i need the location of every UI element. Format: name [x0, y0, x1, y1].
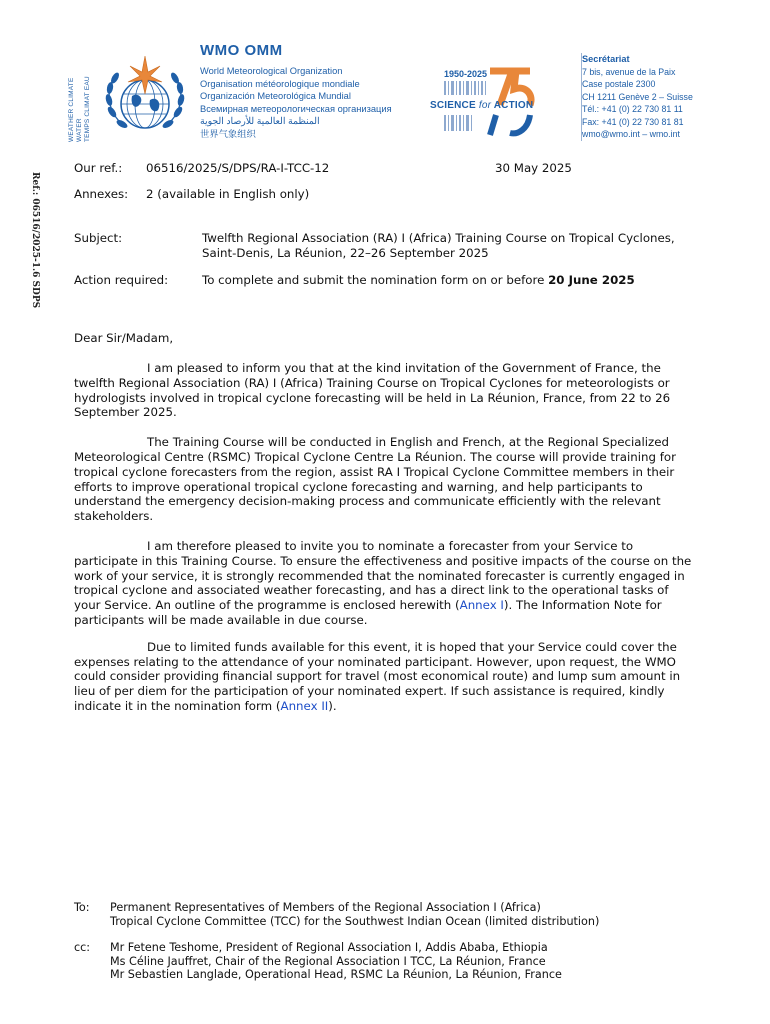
letter-date: 30 May 2025	[495, 161, 572, 175]
org-name-zh: 世界气象组织	[200, 128, 256, 139]
fax-line: Fax: +41 (0) 22 730 81 81	[582, 116, 684, 127]
org-name-ar: المنظمة العالمية للأرصاد الجوية	[200, 116, 320, 126]
annexes-label: Annexes:	[74, 187, 129, 201]
address-line: 7 bis, avenue de la Paix	[582, 66, 676, 77]
letter-body	[74, 361, 698, 714]
to-label: To:	[74, 901, 90, 914]
cc-label: cc:	[74, 941, 91, 954]
cc-line: Ms Céline Jauffret, Chair of the Regional Association I TCC, La Réunion, France	[110, 954, 546, 968]
anniversary-slogan: SCIENCE for ACTION	[430, 100, 534, 111]
subject-value: Twelfth Regional Association (RA) I (Africa) Training Course on Tropical Cyclones, Saint-Denis, La Réunion, 22–26 September 2025	[202, 231, 675, 260]
cc-recipients	[110, 941, 670, 982]
org-name-ru: Всемирная метеорологическая организация	[200, 103, 392, 114]
annexes-value: 2 (available in English only)	[146, 187, 310, 201]
margin-reference: Ref.: 06516/2025-1.6 SDPS	[30, 172, 40, 309]
address-line: CH 1211 Genève 2 – Suisse	[582, 91, 693, 102]
to-recipients	[110, 901, 670, 928]
secretariat-title: Secrétariat	[582, 54, 630, 64]
email-web-line: wmo@wmo.int – wmo.int	[582, 129, 680, 139]
cc-line: Mr Sebastien Langlade, Operational Head, RSMC La Réunion, La Réunion, France	[110, 968, 562, 982]
address-line: Case postale 2300	[582, 79, 656, 89]
our-ref-value: 06516/2025/S/DPS/RA-I-TCC-12	[146, 161, 330, 175]
recipient-line: Tropical Cyclone Committee (TCC) for the Southwest Indian Ocean (limited distribution)	[110, 914, 600, 928]
salutation: Dear Sir/Madam,	[74, 331, 174, 345]
org-acronym: WMO OMM	[200, 42, 283, 59]
tagline-en: WEATHER CLIMATE WATER	[68, 77, 83, 142]
subject-label: Subject:	[74, 231, 123, 245]
phone-line: Tél.: +41 (0) 22 730 81 11	[582, 104, 683, 114]
paragraph-3: I am therefore pleased to invite you to nominate a forecaster from your Service to participate in this Training Course. To ensure the effectiveness and positive impacts of the course on the work of your service, it is strongly recommended that the nominated forecaster is currently engaged in tropical cyclone and associated weather forecasting, and has a direct link to the operational tasks of your Service. An outline of the programme is enclosed herewith (Annex I). The Information Note for participants will be made available in due course.	[74, 538, 692, 627]
org-name-en: World Meteorological Organization	[200, 66, 343, 76]
org-name-es: Organización Meteorológica Mundial	[200, 91, 351, 101]
action-deadline: 20 June 2025	[548, 273, 635, 287]
paragraph-1: I am pleased to inform you that at the kind invitation of the Government of France, the twelfth Regional Association (RA) I (Africa) Training Course on Tropical Cyclones for meteorologists or hydrologists involved in tropical cyclone forecasting will be held in La Réunion, France, from 22 to 26 September 2025.	[74, 361, 671, 420]
organization-block	[200, 42, 430, 140]
annex-ii-link[interactable]: Annex II	[280, 698, 329, 713]
org-name-fr: Organisation météorologique mondiale	[200, 78, 360, 89]
recipient-line: Permanent Representatives of Members of the Regional Association I (Africa)	[110, 901, 541, 914]
our-ref-label: Our ref.:	[74, 161, 123, 175]
annex-i-link[interactable]: Annex I	[459, 598, 504, 613]
tagline-fr: TEMPS CLIMAT EAU	[84, 76, 91, 142]
anniversary-years: 1950-2025	[444, 69, 488, 79]
anniversary-logo	[430, 65, 560, 140]
action-value: To complete and submit the nomination form on or before 20 June 2025	[202, 273, 635, 287]
paragraph-2: The Training Course will be conducted in English and French, at the Regional Specialized Meteorological Centre (RSMC) Tropical Cyclone Centre La Réunion. The course will provide training for tropical cyclone forecasters from the region, assist RA I Tropical Cyclone Committee members in their efforts to improve operational tropical cyclone forecasting and warning, and help participants to understand the emergency decision-making process and communicate efficiently with the relevant stakeholders.	[74, 435, 676, 524]
cc-line: Mr Fetene Teshome, President of Regional Association I, Addis Ababa, Ethiopia	[110, 941, 548, 954]
tagline-vertical	[68, 62, 91, 142]
secretariat-address	[581, 53, 732, 141]
wmo-emblem-icon	[100, 52, 190, 142]
paragraph-4: Due to limited funds available for this event, it is hoped that your Service could cover the expenses relating to the attendance of your nominated participant. However, upon request, the WMO could consider providing financial support for travel (most economical route) and lump sum amount in lieu of per diem for the participation of your nominated expert. If such assistance is required, kindly indicate it in the nomination form (Annex II).	[74, 639, 681, 713]
action-label: Action required:	[74, 273, 169, 287]
